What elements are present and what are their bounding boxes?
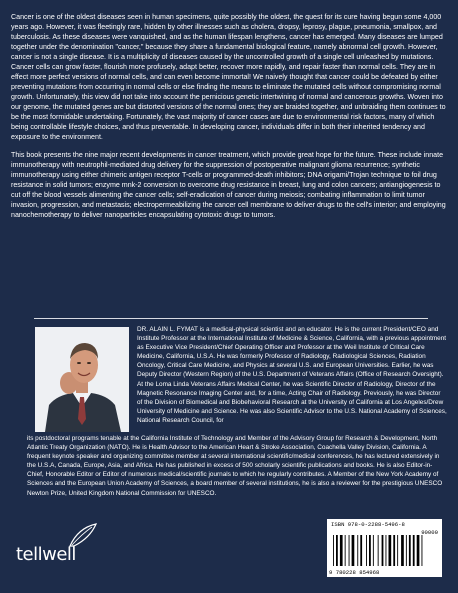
barcode-bar — [409, 535, 411, 566]
author-bio-bottom: its postdoctoral programs tenable at the California Institute of Technology and Member of the Advisory Group for Research & Development, North Atlantic Treaty Organization (NATO). He is Health Advisor to the American Heart & Stroke Association, Coachella Valley Division, California. A frequent keynote speaker and organizing committee member at several international scientific/medical conferences, he has lectured extensively in the U.S.A, Canada, Europe, Asia, and Africa. He has published in excess of 500 scholarly scientific publications and books. He is also Editor-in-Chief, Honorable Editor or Editor of numerous medical/scientific journals to which he regularly contributes. A Member of the New York Academy of Sciences and the European Union Academy of Sciences, a board member of several institutions, he is also a reviewer for the prestigious UNESCO Newton Prize, United Kingdom National Commission for UNESCO. — [27, 435, 443, 497]
barcode-bar — [406, 535, 407, 566]
blurb-section — [11, 12, 448, 228]
barcode-bar — [401, 535, 404, 566]
barcode-bar — [352, 535, 355, 566]
summary-paragraph: This book presents the nine major recent developments in cancer treatment, which provide great hope for the future. These include innate immunotherapy with neutrophil-mediated drug delivery for the suppression of postoperative malignant glioma recurrence; synthetic immunotherapy using either chimeric antigen receptor T-cells or programmed-death inhibitors; DNA origami/Trojan technique to foil drug resistance in solid tumors; enzyme mnk-2 conversion to overcome drug resistance in breast, lung and colon cancers; antiangiogenesis to cut off the blood vessels alimenting the cancer cells; self-eradication of cancer during meiosis; combating inflammation to limit tumor invasion, progression, and metastasis; electropermeabilizing the cancer cell membrane to deliver drugs to the cell's interior; and employing nanochemotherapy to deliver nanoparticles encapsulating cytotoxic drugs to tumors. — [11, 151, 446, 219]
barcode-bar — [360, 535, 362, 566]
barcode-bar — [349, 535, 350, 566]
barcode-bar — [333, 535, 334, 566]
barcode-bar — [378, 535, 379, 566]
publisher-name: tellwell — [16, 544, 76, 565]
barcode-bar — [373, 535, 374, 566]
barcode-bar — [413, 535, 415, 566]
barcode-icon — [331, 535, 438, 567]
barcode-bar — [386, 535, 387, 566]
isbn-label: ISBN 978-0-2288-5496-8 — [331, 521, 405, 528]
barcode-bar — [357, 535, 358, 566]
barcode-bar — [340, 535, 343, 566]
author-photo — [35, 327, 129, 432]
barcode-digits: 9 780228 854968 — [329, 569, 380, 576]
publisher-logo — [16, 528, 106, 568]
barcode-bar — [336, 535, 338, 566]
barcode-area — [327, 519, 442, 577]
price-code: 90000 — [421, 529, 438, 536]
barcode-bar — [397, 535, 398, 566]
barcode-bar — [369, 535, 371, 566]
barcode-bar — [422, 535, 423, 566]
author-portrait-icon — [35, 327, 129, 432]
author-bio-top: DR. ALAIN L. FYMAT is a medical-physical scientist and an educator. He is the current President/CEO and Institute Professor at the International Institute of Medicine & Science, California, with a previous appointment as Executive Vice President/Chief Operating Officer and Professor at the Weil Institute of Critical Care Medicine, California, U.S.A. He was formerly Professor of Radiology, Radiological Sciences, Radiation Oncology, Critical Care Medicine, and Physics at several U.S. and European Universities. Earlier, he was Deputy Director (Western Region) of the U.S. Department of Veterans Affairs (Office of Research Oversight). At the Loma Linda Veterans Affairs Medical Center, he was Scientific Director of Radiology, Director of the Magnetic Resonance Imaging Center and, for a time, Acting Chair of Radiology. Previously, he was Director of the Division of Biomedical and Biobehavioral Research at the University of California at Los Angeles/Drew University of Medicine and Science. He was also Scientific Advisor to the U.S. National Academy of Sciences, National Research Council, for — [137, 326, 447, 424]
barcode-bar — [389, 535, 392, 566]
section-divider — [34, 318, 428, 319]
barcode-bar — [393, 535, 395, 566]
barcode-bar — [366, 535, 367, 566]
barcode-bar — [382, 535, 384, 566]
barcode-bar — [417, 535, 420, 566]
barcode-bar — [345, 535, 346, 566]
leaf-icon — [64, 522, 154, 552]
intro-paragraph: Cancer is one of the oldest diseases seen in human specimens, quite possibly the oldest, the quest for its cure having begun some 4,000 years ago. However, it was fleetingly rare, hidden by other illnesses such as cholera, dropsy, leprosy, plague, pneumonia, smallpox, and tuberculosis. As these diseases were vanquished, and as the human lifespan lengthens, cancer has emerged. Many diseases are lumped together under the denomination "cancer," because they share a fundamental biological feature, namely abnormal cell growth. However, cancer is not a single disease. It is a multiplicity of diseases caused by the uncontrolled growth of a single cell unleashed by mutations. Cancer cells can grow faster, flourish more profusely, adapt better, recover more rapidly, and repair faster than normal cells. They are in effect more perfect versions of normal cells, and can even become immortal! We naively thought that cancer could be defeated by either preventing mutations from occurring in normal cells or else finding the means to eliminate the mutated cells without compromising normal growth. Unfortunately, this view did not take into account the pernicious genetic intertwining of normal and cancerous growths. Woven into our genome, the mutated genes are but distorted versions of the normal ones; they are braided together, and unbraiding them continues to be the most formidable undertaking. Fortunately, the vast majority of cancer cases are due to environmental risk factors, many of which being controllable lifestyle choices, and thus preventable. In developing cancer, individuals differ in both their inherited tendency and exposure to the environment. — [11, 13, 446, 141]
